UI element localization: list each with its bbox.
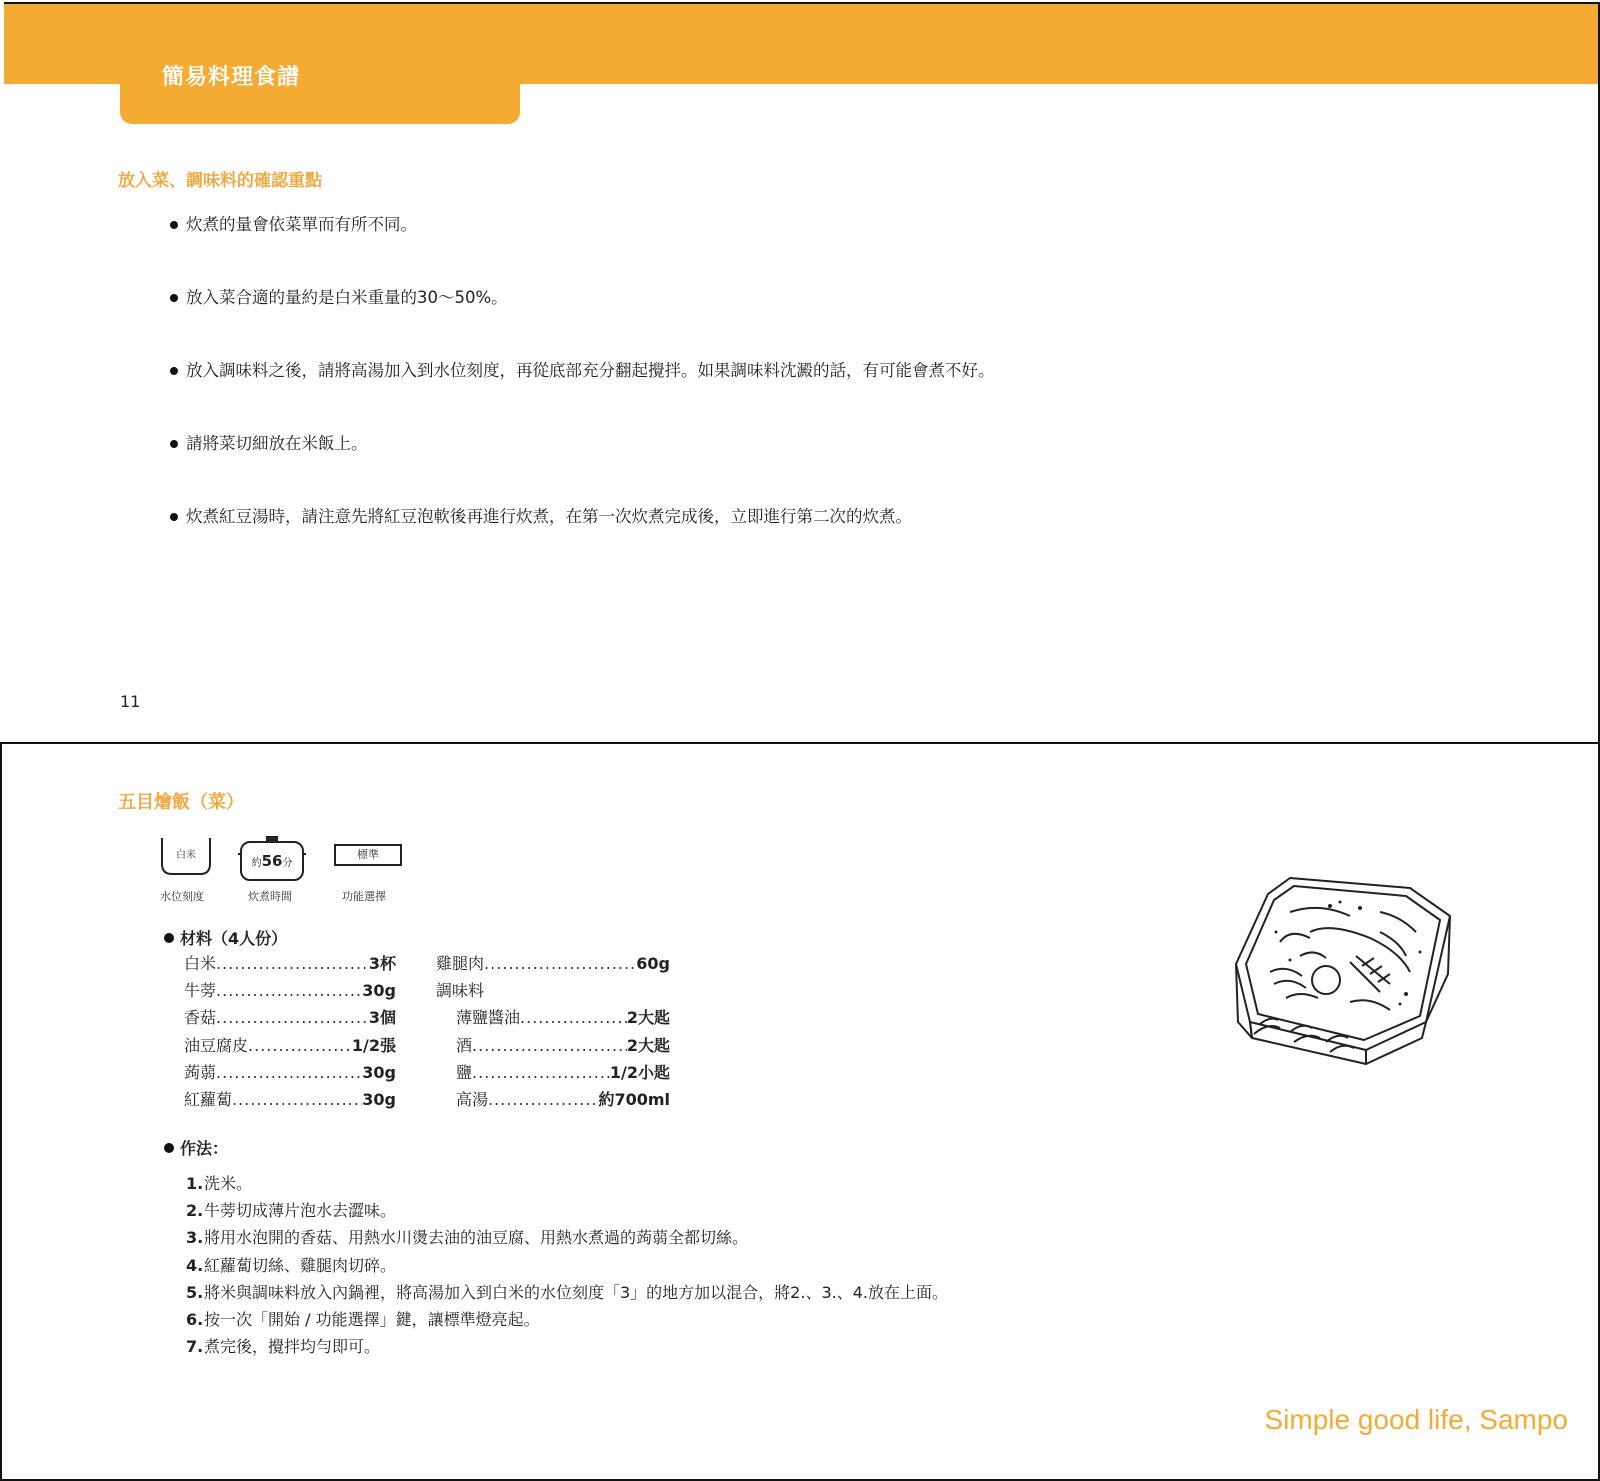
- ingredient-row: [184, 950, 396, 977]
- seasoning-row: [436, 1059, 670, 1086]
- cook-time-caption: 炊煮時間: [248, 890, 292, 903]
- seasoning-name: 酒: [456, 1035, 473, 1055]
- step-text: 牛蒡切成薄片泡水去澀味。: [204, 1201, 397, 1221]
- ingredient-amount: 3杯: [368, 954, 396, 973]
- ingredient-name: 油豆腐皮: [184, 1035, 249, 1055]
- ingredients-heading: 材料（4人份）: [164, 926, 287, 949]
- step-text: 按一次「開始 / 功能選擇」鍵，讓標準燈亮起。: [204, 1310, 540, 1330]
- ingredient-name: 牛蒡: [184, 981, 217, 1001]
- ingredient-name: 紅蘿蔔: [184, 1089, 233, 1109]
- time-value: 56: [261, 852, 283, 870]
- seasoning-row: [436, 1004, 670, 1031]
- seasoning-row: [436, 1086, 670, 1113]
- method-steps: [186, 1170, 1066, 1360]
- seasoning-amount: 1/2小匙: [609, 1062, 670, 1082]
- step-text: 將用水泡開的香菇、用熱水川燙去油的油豆腐、用熱水煮過的蒟蒻全都切絲。: [204, 1228, 749, 1248]
- step-number: 2.: [186, 1201, 204, 1221]
- step-number: 4.: [186, 1255, 204, 1275]
- ingredients-right: [436, 950, 670, 1113]
- ingredient-name: 白米: [184, 954, 217, 973]
- ingredient-row: [184, 1059, 396, 1086]
- seasoning-label: 調味料: [436, 981, 485, 1001]
- step-item: [186, 1170, 1066, 1197]
- seasoning-row: [436, 1032, 670, 1059]
- step-text: 煮完後，攪拌均勻即可。: [204, 1337, 381, 1357]
- tips-list: [170, 206, 1050, 571]
- brand-slogan: Simple good life, Sampo: [1264, 1404, 1568, 1435]
- step-number: 7.: [186, 1337, 204, 1357]
- ingredient-row: [184, 977, 396, 1004]
- time-unit: 分: [282, 858, 293, 869]
- function-caption: 功能選擇: [342, 890, 386, 903]
- water-level-inner-label: 白米: [176, 850, 196, 861]
- recipe-page: [0, 742, 1600, 1481]
- step-item: [186, 1279, 1066, 1306]
- rice-box-illustration: [1230, 872, 1468, 1070]
- seasoning-name: 鹽: [456, 1062, 473, 1082]
- seasoning-name: 高湯: [456, 1089, 489, 1109]
- function-value: 標準: [334, 844, 402, 866]
- seasoning-amount: 2大匙: [626, 1008, 670, 1028]
- tip-item: 炊煮的量會依菜單而有所不同。: [170, 206, 1050, 243]
- cook-time-icon: [238, 836, 306, 890]
- water-level-icon: [158, 836, 214, 880]
- page-11: [4, 2, 1600, 742]
- seasoning-amount: 約700ml: [598, 1089, 670, 1109]
- step-item: [186, 1197, 1066, 1224]
- time-prefix: 約: [251, 858, 262, 869]
- step-text: 將米與調味料放入內鍋裡，將高湯加入到白米的水位刻度「3」的地方加以混合，將2.、3.、4.放在上面。: [204, 1282, 948, 1302]
- ingredient-amount: 30g: [362, 981, 396, 1001]
- ingredient-amount: 30g: [362, 1089, 396, 1109]
- water-level-caption: 水位刻度: [160, 890, 204, 903]
- cooking-icons: [152, 836, 412, 906]
- recipe-title: 五目燴飯（菜）: [118, 792, 244, 813]
- ingredient-amount: 30g: [362, 1062, 396, 1082]
- ingredient-amount: 1/2張: [351, 1035, 396, 1055]
- step-text: 洗米。: [204, 1174, 253, 1193]
- step-item: [186, 1224, 1066, 1251]
- seasoning-name: 薄鹽醬油: [456, 1008, 521, 1028]
- ingredient-row: [184, 1004, 396, 1031]
- ingredient-name: 香菇: [184, 1008, 217, 1028]
- seasoning-amount: 2大匙: [626, 1035, 670, 1055]
- page-number: 11: [120, 692, 141, 711]
- step-number: 1.: [186, 1174, 204, 1193]
- ingredients-left: [184, 950, 396, 1113]
- method-heading: 作法：: [164, 1136, 228, 1159]
- ingredient-name: 雞腿肉: [436, 954, 485, 973]
- ingredient-name: 蒟蒻: [184, 1062, 217, 1082]
- function-icon: [334, 844, 402, 866]
- step-number: 5.: [186, 1282, 204, 1302]
- ingredient-row: [184, 1032, 396, 1059]
- ingredient-row: [436, 950, 670, 977]
- tip-item: 炊煮紅豆湯時，請注意先將紅豆泡軟後再進行炊煮，在第一次炊煮完成後，立即進行第二次的炊煮。: [170, 498, 1046, 535]
- tip-item: 放入調味料之後，請將高湯加入到水位刻度，再從底部充分翻起攪拌。如果調味料沈澱的話，有可能會煮不好。: [170, 352, 1046, 389]
- step-text: 紅蘿蔔切絲、雞腿肉切碎。: [204, 1255, 397, 1275]
- step-item: [186, 1252, 1066, 1279]
- section-title: 放入菜、調味料的確認重點: [118, 171, 322, 191]
- tip-item: 請將菜切細放在米飯上。: [170, 425, 1050, 462]
- header-title: 簡易料理食譜: [162, 65, 301, 90]
- ingredient-row: [184, 1086, 396, 1113]
- ingredient-amount: 60g: [636, 954, 670, 973]
- step-item: [186, 1306, 1066, 1333]
- step-number: 6.: [186, 1310, 204, 1330]
- step-item: [186, 1333, 1066, 1360]
- ingredient-amount: 3個: [368, 1008, 396, 1028]
- tip-item: 放入菜合適的量約是白米重量的30～50%。: [170, 279, 1050, 316]
- step-number: 3.: [186, 1228, 204, 1248]
